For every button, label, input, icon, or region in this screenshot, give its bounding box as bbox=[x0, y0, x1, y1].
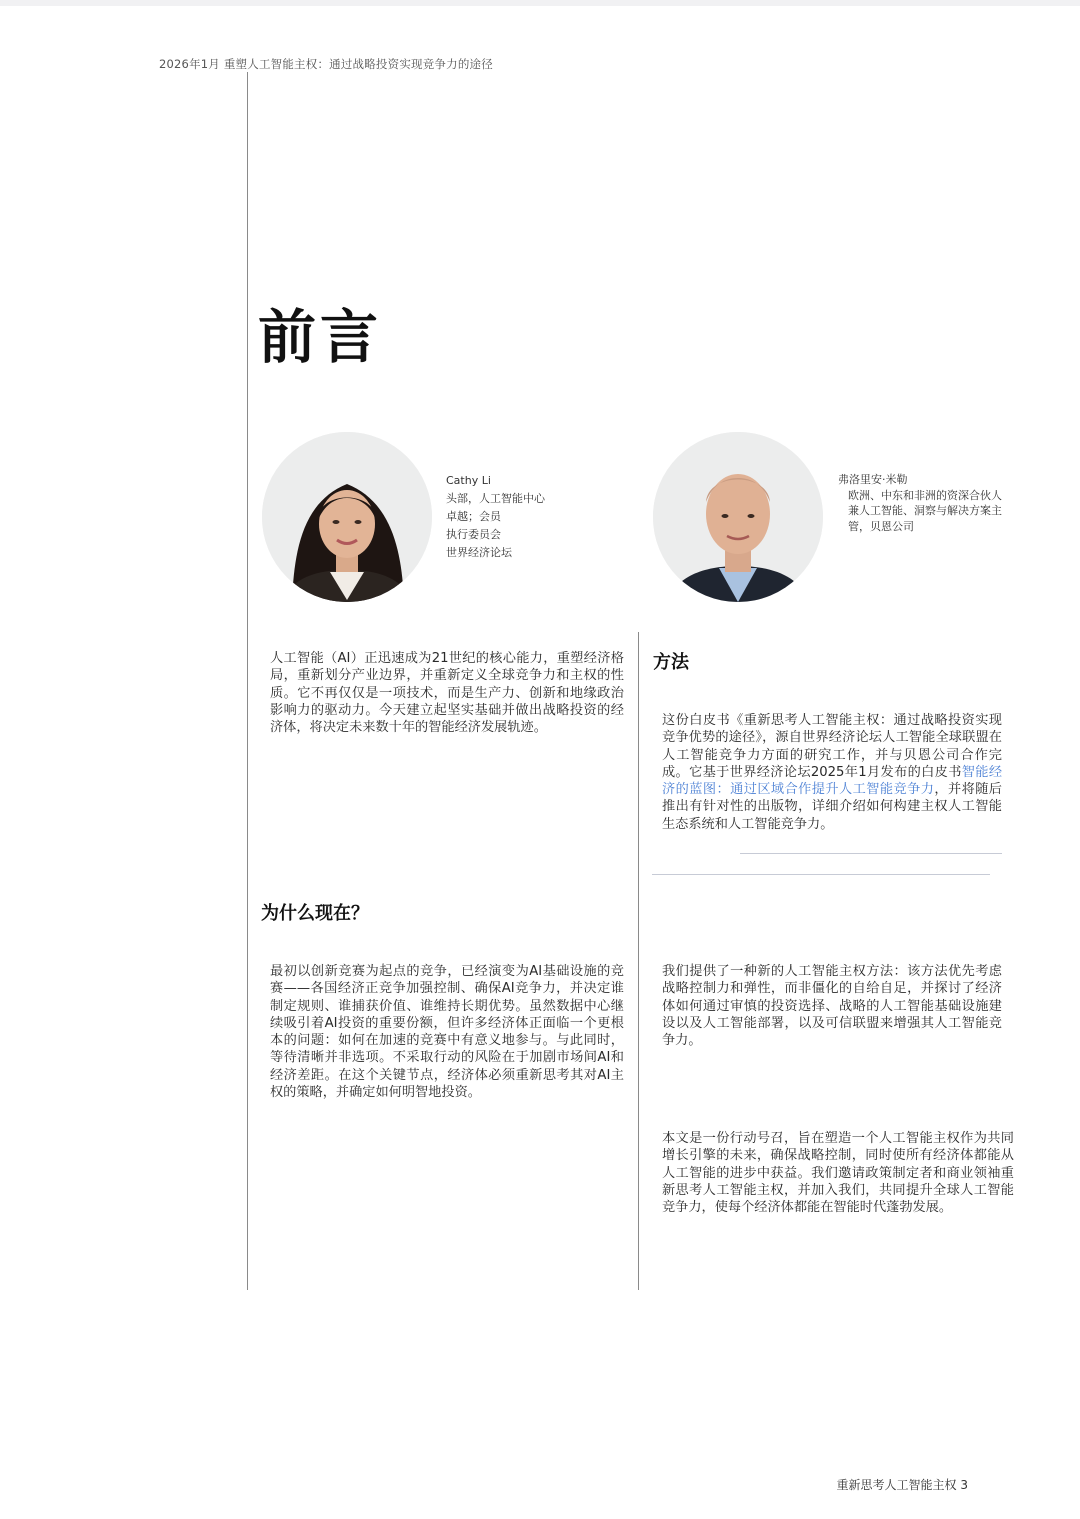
author2-line: 兼人工智能、洞察与解决方案主 bbox=[848, 504, 1002, 517]
author1-photo bbox=[262, 432, 432, 602]
method-paragraph-2: 我们提供了一种新的人工智能主权方法：该方法优先考虑战略控制力和弹性，而非僵化的自给自足，并探讨了经济体如何通过审慎的投资选择、战略的人工智能基础设施建设以及人工智能部署，以及可信联盟来增强其人工智能竞争力。 bbox=[662, 964, 1002, 1049]
whitepaper-link[interactable]: 智能经济的蓝图：通过区域合作提升人工智能竞争力 bbox=[662, 764, 1003, 798]
author1-bio bbox=[446, 472, 545, 562]
page-title: 前言 bbox=[258, 303, 383, 371]
author1-name: Cathy Li bbox=[446, 474, 491, 487]
author1-line: 卓越；会员 bbox=[446, 510, 501, 523]
author2-name: 弗洛里安·米勒 bbox=[838, 473, 908, 486]
intro-paragraph: 人工智能（AI）正迅速成为21世纪的核心能力，重塑经济格局，重新划分产业边界，并重新定义全球竞争力和主权的性质。它不再仅仅是一项技术，而是生产力、创新和地缘政治影响力的驱动力。今天建立起坚实基础并做出战略投资的经济体，将决定未来数十年的智能经济发展轨迹。 bbox=[270, 651, 624, 736]
author2-bio bbox=[838, 472, 1002, 534]
running-header: 2026年1月 重塑人工智能主权：通过战略投资实现竞争力的途径 bbox=[159, 57, 493, 71]
divider-rule bbox=[740, 853, 1002, 854]
author2-photo bbox=[653, 432, 823, 602]
method-heading: 方法 bbox=[653, 652, 689, 673]
author1-line: 执行委员会 bbox=[446, 528, 501, 541]
author1-line: 世界经济论坛 bbox=[446, 546, 512, 559]
method-paragraph-3: 本文是一份行动号召，旨在塑造一个人工智能主权作为共同增长引擎的未来，确保战略控制，同时使所有经济体都能从人工智能的进步中获益。我们邀请政策制定者和商业领袖重新思考人工智能主权，并加入我们，共同提升全球人工智能竞争力，使每个经济体都能在智能时代蓬勃发展。 bbox=[662, 1131, 1014, 1216]
top-bar bbox=[0, 0, 1080, 6]
method-text-before-link: 这份白皮书《重新思考人工智能主权：通过战略投资实现竞争优势的途径》，源自世界经济论坛人工智能全球联盟在人工智能竞争力方面的研究工作，并与贝恩公司合作完成。它基于世界经济论坛2025年1月发布的白皮书 bbox=[662, 713, 1002, 780]
center-column-rule bbox=[638, 632, 639, 1290]
method-text-after-link: ，并将随后推出有针对性的出版物，详细介绍如何构建主权人工智能生态系统和人工智能竞争力。 bbox=[662, 782, 1002, 832]
author1-line: 头部，人工智能中心 bbox=[446, 492, 545, 505]
method-paragraph-1 bbox=[662, 712, 1002, 833]
why-now-paragraph: 最初以创新竞赛为起点的竞争，已经演变为AI基础设施的竞赛——各国经济正竞争加强控制、确保AI竞争力，并决定谁制定规则、谁捕获价值、谁维持长期优势。虽然数据中心继续吸引着AI投资的重要份额，但许多经济体正面临一个更根本的问题：如何在加速的竞赛中有意义地参与。与此同时，等待清晰并非选项。不采取行动的风险在于加剧市场间AI和经济差距。在这个关键节点，经济体必须重新思考其对AI主权的策略，并确定如何明智地投资。 bbox=[270, 964, 624, 1101]
left-column-rule bbox=[247, 72, 248, 1290]
divider-rule bbox=[652, 874, 990, 875]
author2-line: 欧洲、中东和非洲的资深合伙人 bbox=[848, 488, 1002, 502]
page-footer: 重新思考人工智能主权 3 bbox=[836, 1478, 968, 1492]
author2-line: 管，贝恩公司 bbox=[848, 519, 914, 533]
why-now-heading: 为什么现在？ bbox=[261, 903, 369, 924]
